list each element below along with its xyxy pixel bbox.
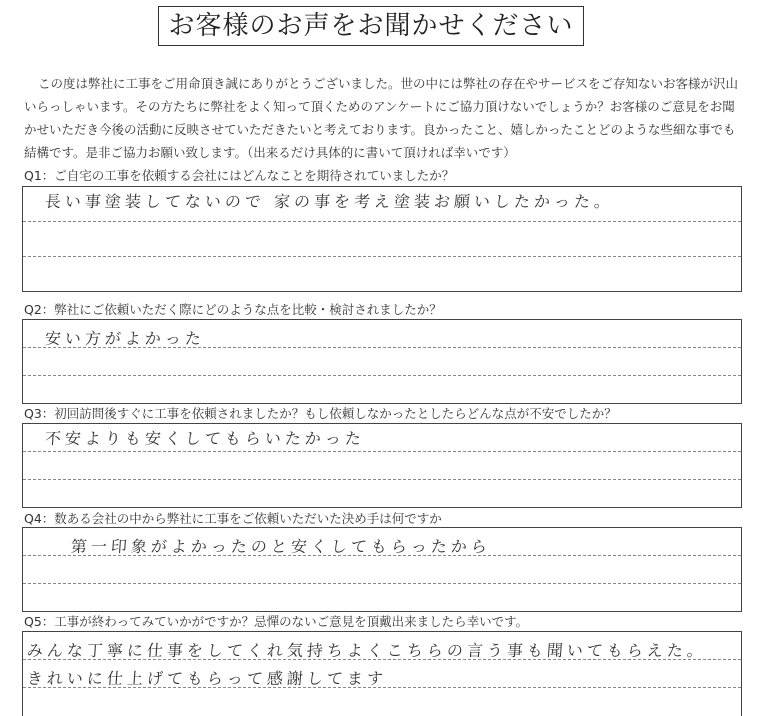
question-3-label: Q3：初回訪問後すぐに工事を依頼されましたか？もし依頼しなかったとしたらどんな点が不安でしたか？	[24, 406, 617, 421]
answer-box-5	[22, 631, 742, 716]
intro-text: この度は弊社に工事をご用命頂き誠にありがとうございました。世の中には弊社の存在やサービスをご存知ないお客様が沢山いらっしゃいます。その方たちに弊社をよく知って頂くためのアンケートにご協力頂けないでしょうか？お客様のご意見をお聞かせいただき今後の活動に反映させていただきたいと考えております。良かったこと、嬉しかったことどのような些細な事でも結構です。是非ご協力お願い致します。（出来るだけ具体的に書いて頂ければ幸いです）	[24, 76, 739, 160]
answer-box-4	[22, 527, 742, 612]
answer-5-line-1: みんな丁寧に仕事をしてくれ気持ちよくこちらの言う事も聞いてもらえた。	[26, 641, 708, 660]
answer-box-2	[22, 319, 742, 404]
answer-box-1	[22, 186, 742, 292]
answer-5-line-2: きれいに仕上げてもらって感謝してます	[26, 669, 388, 688]
answer-4-line-1: 第一印象がよかったのと安くしてもらったから	[70, 537, 492, 556]
question-1-label: Q1：ご自宅の工事を依頼する会社にはどんなことを期待されていましたか？	[24, 168, 455, 183]
answer-box-3	[22, 423, 742, 508]
answer-3-line-1: 不安よりも安くしてもらいたかった	[44, 429, 366, 448]
question-5-label: Q5：工事が終わってみていかがですか？忌憚のないご意見を頂戴出来ましたら幸いです。	[24, 614, 529, 629]
answer-2-line-1: 安い方がよかった	[44, 329, 206, 348]
question-2-label: Q2：弊社にご依頼いただく際にどのような点を比較・検討されましたか？	[24, 302, 442, 317]
page-title: お客様のお声をお聞かせください	[158, 6, 584, 46]
answer-1-line-1: 長い事塗装してないので 家の事を考え塗装お願いしたかった。	[44, 192, 615, 211]
question-4-label: Q4：数ある会社の中から弊社に工事をご依頼いただいた決め手は何ですか	[24, 511, 442, 526]
